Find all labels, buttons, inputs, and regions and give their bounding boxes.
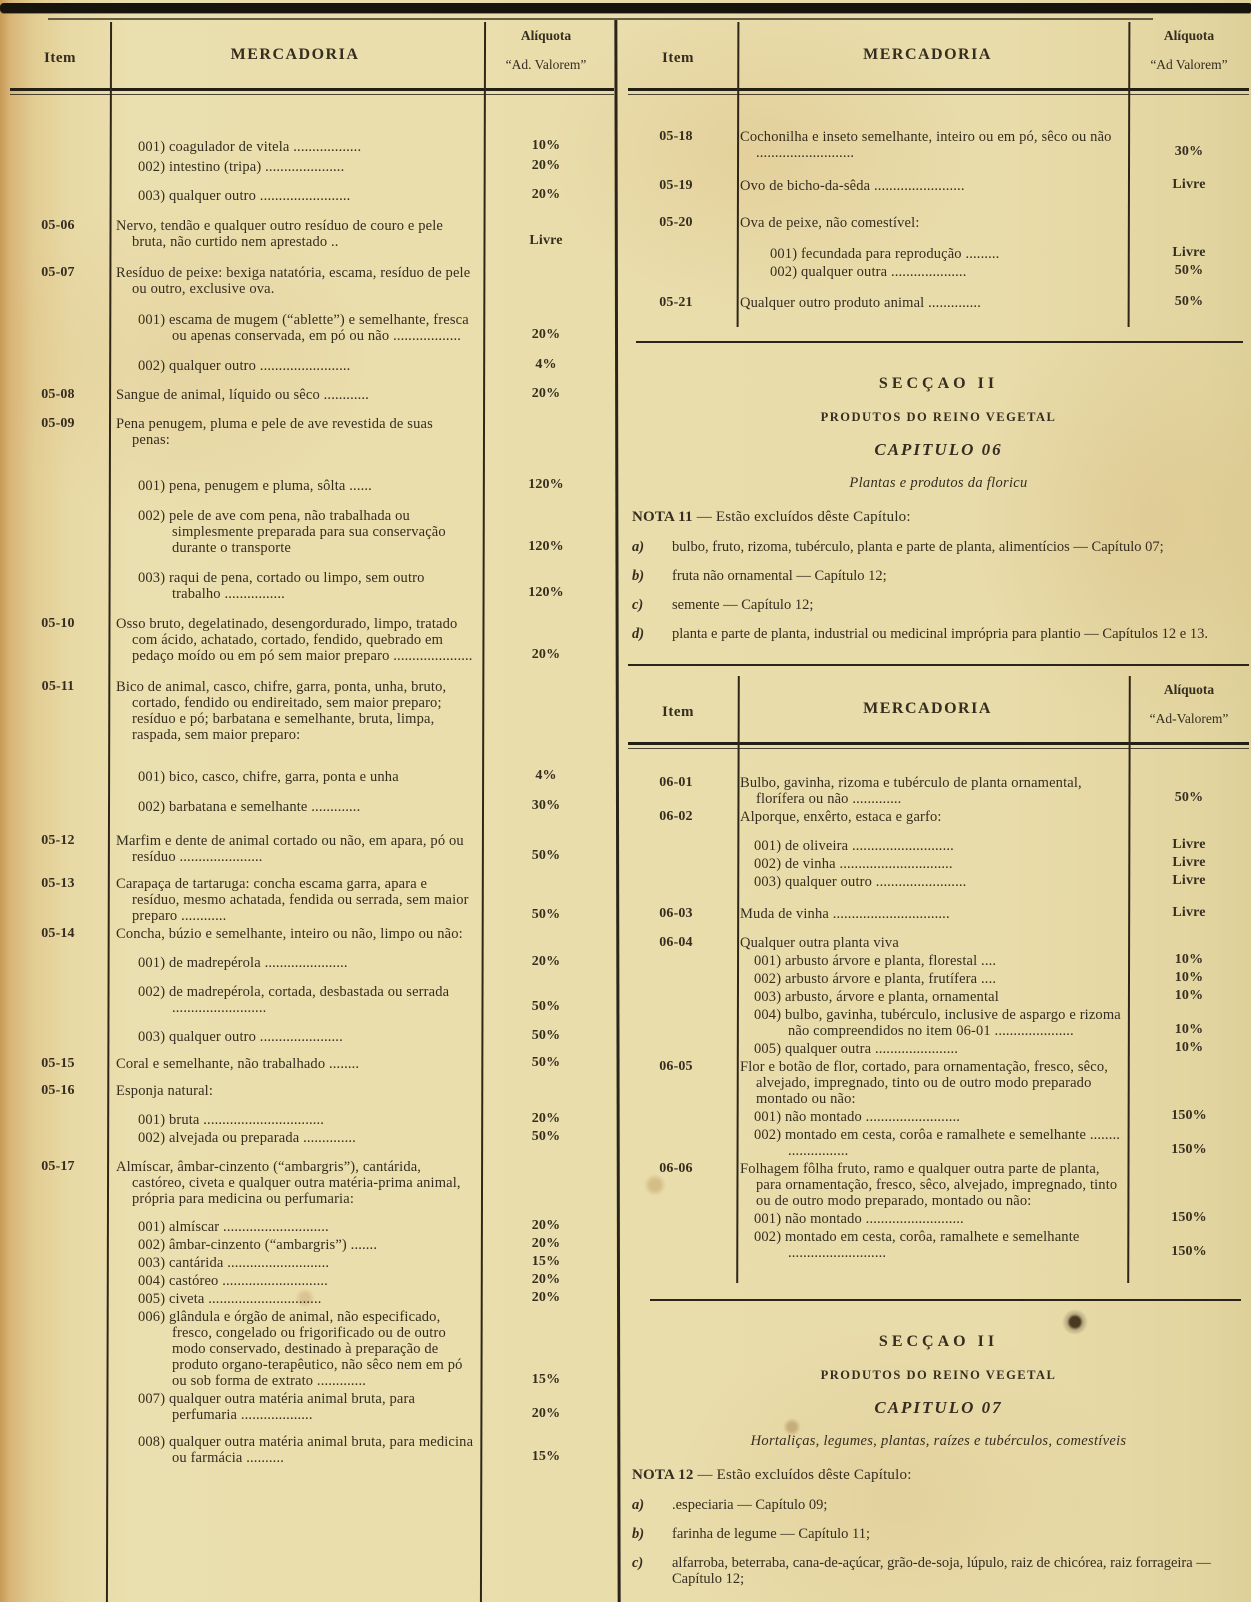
item-description: 004) bulbo, gavinha, tubérculo, inclusive de aspargo e rizoma não compreendidos no item 06-01 ..................... — [754, 1007, 1121, 1039]
item-description: Marfim e dente de animal cortado ou não, em apara, pó ou resíduo ...................... — [116, 833, 464, 865]
table-row — [10, 416, 614, 448]
item-code: 05-07 — [41, 265, 75, 280]
table-row — [628, 1007, 1249, 1039]
chapter-subtitle: Plantas e produtos da floricu — [849, 475, 1028, 491]
item-code: 05-14 — [41, 926, 75, 941]
left-table-header — [10, 22, 614, 88]
table-row — [10, 1029, 614, 1045]
table-row — [10, 159, 614, 175]
item-rate: 10% — [1174, 988, 1204, 1003]
item-rate: 20% — [531, 1218, 561, 1233]
item-description: Concha, búzio e semelhante, inteiro ou não, limpo ou não: — [116, 926, 463, 942]
table-row — [628, 838, 1249, 854]
aliquota-label: Alíquota — [520, 28, 572, 43]
right-table-bottom — [628, 676, 1249, 1283]
item-code: 06-02 — [659, 809, 693, 824]
chapter-title: CAPITULO 06 — [874, 440, 1003, 459]
table-row — [10, 1112, 614, 1128]
item-description: Alporque, enxêrto, estaca e garfo: — [740, 809, 942, 825]
item-rate: 20% — [531, 1272, 561, 1287]
item-description: 001) almíscar ............................ — [138, 1219, 329, 1235]
item-rate: Livre — [1172, 905, 1206, 920]
item-description: 001) bico, casco, chifre, garra, ponta e unha — [138, 769, 399, 785]
section-subtitle: PRODUTOS DO REINO VEGETAL — [820, 1368, 1057, 1382]
item-description: Folhagem fôlha fruto, ramo e qualquer outra parte de planta, para ornamentação, fresco, sêco, alvejado, impregnado, tinto ou de outro modo preparado, montado ou não: — [740, 1161, 1118, 1209]
header-rule — [10, 88, 614, 95]
table-row — [10, 984, 614, 1016]
item-rate: Livre — [1172, 837, 1206, 852]
nota-label: NOTA 12 — [632, 1467, 694, 1483]
table-row — [10, 679, 614, 743]
table-row — [10, 876, 614, 924]
item-description: 001) de oliveira ........................... — [754, 838, 954, 854]
header-rule — [628, 88, 1249, 95]
item-rate: 20% — [531, 1406, 561, 1421]
table-row — [628, 246, 1249, 262]
item-rate: 15% — [531, 1449, 561, 1464]
item-code: 05-06 — [41, 218, 75, 233]
item-code: 05-12 — [41, 833, 75, 848]
item-description: 002) de madrepérola, cortada, desbastada ou serrada ......................... — [138, 984, 450, 1016]
table-row — [10, 799, 614, 815]
nota-item-letter: b) — [632, 568, 645, 584]
item-code: 05-13 — [41, 876, 75, 891]
nota-item-text: .especiaria — Capítulo 09; — [672, 1497, 828, 1513]
item-rate: 50% — [531, 1129, 561, 1144]
item-description: 001) não montado .......................... — [754, 1211, 964, 1227]
item-rate: 10% — [1174, 970, 1204, 985]
item-description: 002) alvejada ou preparada .............. — [138, 1130, 356, 1146]
table-row — [628, 935, 1249, 951]
item-description: 003) qualquer outro ........................ — [138, 188, 351, 204]
table-row — [10, 926, 614, 942]
nota-items — [632, 1497, 1245, 1587]
nota-item — [632, 626, 1245, 642]
nota-text: — Estão excluídos dêste Capítulo: — [697, 1467, 912, 1483]
item-rate: Livre — [529, 233, 563, 248]
page-top-thin-rule — [48, 18, 1153, 20]
section-divider-rule — [650, 1299, 1241, 1301]
item-description: 003) qualquer outro ...................... — [138, 1029, 343, 1045]
item-description: Nervo, tendão e qualquer outro resíduo de couro e pele bruta, não curtido nem aprestado .. — [116, 218, 443, 250]
ad-valorem-label: “Ad Valorem” — [1150, 57, 1228, 72]
item-code: 05-15 — [41, 1056, 75, 1071]
nota-heading — [632, 1467, 1245, 1484]
item-description: 002) intestino (tripa) ..................... — [138, 159, 345, 175]
table-row — [628, 1161, 1249, 1209]
section-capitulo-07 — [628, 1333, 1249, 1587]
table-row — [10, 833, 614, 865]
item-rate: 30% — [1174, 144, 1204, 159]
item-description: Qualquer outro produto animal .............. — [740, 295, 981, 311]
item-code: 05-18 — [659, 129, 693, 144]
page-top-rule — [0, 3, 1251, 13]
table-row — [628, 1059, 1249, 1107]
table-row — [10, 218, 614, 250]
table-top-rule — [628, 664, 1249, 666]
column-header-item: Item — [44, 50, 76, 66]
item-description: 001) escama de mugem (“ablette”) e semelhante, fresca ou apenas conservada, em pó ou não .................. — [138, 312, 469, 344]
item-rate: 10% — [1174, 952, 1204, 967]
item-rate: 50% — [531, 1028, 561, 1043]
nota-item-letter: b) — [632, 1526, 645, 1542]
table-row — [10, 1255, 614, 1271]
nota-item-letter: d) — [632, 626, 645, 642]
item-rate: 150% — [1171, 1244, 1207, 1259]
column-header-aliquota — [1129, 28, 1249, 72]
item-rate: 20% — [531, 1111, 561, 1126]
item-code: 05-08 — [41, 387, 75, 402]
table-row — [10, 616, 614, 664]
column-header-aliquota — [1129, 682, 1249, 726]
item-description: 001) não montado ......................... — [754, 1109, 961, 1125]
nota-item-text: planta e parte de planta, industrial ou medicinal imprópria para plantio — Capítulos 12 e 13. — [672, 626, 1208, 642]
table-row — [10, 1083, 614, 1099]
right-table-top-header — [628, 22, 1249, 88]
item-rate: 150% — [1171, 1108, 1207, 1123]
nota-item — [632, 1555, 1245, 1587]
table-row — [10, 1309, 614, 1389]
item-description: Pena penugem, pluma e pele de ave revestida de suas penas: — [116, 416, 433, 448]
item-rate: 20% — [531, 187, 561, 202]
table-row — [10, 1130, 614, 1146]
table-row — [10, 312, 614, 344]
section-title: SECÇAO II — [878, 1333, 999, 1350]
item-code: 05-20 — [659, 215, 693, 230]
table-row — [628, 775, 1249, 807]
item-description: Flor e botão de flor, cortado, para ornamentação, fresco, sêco, alvejado, impregnado, tinto ou de outro modo preparado montado ou não: — [740, 1059, 1108, 1107]
table-row — [10, 1391, 614, 1423]
table-row — [10, 1291, 614, 1307]
table-row — [10, 1237, 614, 1253]
item-description: 006) glândula e órgão de animal, não especificado, fresco, congelado ou frigorificado ou de outro modo conservado, destinado à preparação de produto organo-terapêutico, não sêco nem em pó ou sob forma de extrato ............. — [138, 1309, 463, 1389]
nota-item-text: alfarroba, beterraba, cana-de-açúcar, grão-de-soja, lúpulo, raiz de chicórea, raiz forrageira — Capítulo 12; — [672, 1555, 1211, 1587]
item-rate: 20% — [531, 327, 561, 342]
column-header-mercadoria: MERCADORIA — [863, 700, 992, 717]
table-row — [10, 1159, 614, 1207]
table-row — [10, 955, 614, 971]
item-description: Qualquer outra planta viva — [740, 935, 899, 951]
item-code: 06-06 — [659, 1161, 693, 1176]
item-rate: 120% — [528, 539, 564, 554]
right-column — [628, 22, 1249, 1602]
item-description: 003) raqui de pena, cortado ou limpo, sem outro trabalho ................ — [138, 570, 425, 602]
table-row — [628, 1211, 1249, 1227]
nota-item-letter: c) — [632, 597, 644, 613]
table-row — [10, 1273, 614, 1289]
item-rate: 50% — [531, 848, 561, 863]
item-rate: 10% — [531, 138, 561, 153]
table-row — [628, 856, 1249, 872]
item-code: 05-10 — [41, 616, 75, 631]
table-row — [10, 358, 614, 374]
aliquota-label: Alíquota — [1163, 28, 1215, 43]
table-row — [628, 1127, 1249, 1159]
table-row — [10, 570, 614, 602]
item-description: 001) fecundada para reprodução ......... — [770, 246, 1000, 262]
item-description: 001) arbusto árvore e planta, florestal .... — [754, 953, 997, 969]
item-rate: 50% — [1174, 263, 1204, 278]
item-description: 002) de vinha .............................. — [754, 856, 953, 872]
right-table-bottom-header — [628, 676, 1249, 742]
item-rate: 20% — [531, 647, 561, 662]
table-row — [628, 874, 1249, 890]
item-description: 002) pele de ave com pena, não trabalhada ou simplesmente preparada para sua conservação durante o transporte — [138, 508, 446, 556]
section-divider-rule — [636, 341, 1243, 343]
column-header-aliquota — [478, 28, 614, 72]
table-row — [628, 971, 1249, 987]
item-description: Coral e semelhante, não trabalhado ........ — [116, 1056, 360, 1072]
nota-items — [632, 539, 1245, 642]
table-row — [628, 1041, 1249, 1057]
item-rate: 15% — [531, 1372, 561, 1387]
table-row — [628, 215, 1249, 231]
item-rate: Livre — [1172, 245, 1206, 260]
nota-heading — [632, 509, 1245, 526]
item-rate: 30% — [531, 798, 561, 813]
column-header-mercadoria: MERCADORIA — [230, 46, 360, 63]
item-description: Muda de vinha ............................... — [740, 906, 950, 922]
right-table-top — [628, 22, 1249, 327]
table-row — [628, 906, 1249, 922]
ad-valorem-label: “Ad-Valorem” — [1149, 711, 1229, 726]
item-code: 05-21 — [659, 295, 693, 310]
item-rate: 120% — [528, 585, 564, 600]
item-description: Carapaça de tartaruga: concha escama garra, apara e resíduo, mesmo achatada, fendida ou serrada, sem maior preparo ............ — [116, 876, 469, 924]
column-header-item: Item — [662, 50, 694, 66]
item-description: Ova de peixe, não comestível: — [740, 215, 920, 231]
item-code: 05-19 — [659, 178, 693, 193]
item-description: 001) pena, penugem e pluma, sôlta ...... — [138, 478, 372, 494]
item-code: 05-09 — [41, 416, 75, 431]
table-row — [628, 129, 1249, 161]
header-rule — [628, 742, 1249, 749]
item-code: 05-17 — [41, 1159, 75, 1174]
item-description: 003) arbusto, árvore e planta, ornamental — [754, 989, 999, 1005]
table-row — [10, 139, 614, 155]
item-rate: Livre — [1172, 177, 1206, 192]
item-description: 001) bruta ................................ — [138, 1112, 325, 1128]
table-row — [10, 769, 614, 785]
nota-item — [632, 568, 1245, 584]
item-rate: 50% — [1174, 790, 1204, 805]
item-code: 06-03 — [659, 906, 693, 921]
item-description: 003) qualquer outro ........................ — [754, 874, 967, 890]
item-description: Bulbo, gavinha, rizoma e tubérculo de planta ornamental, florífera ou não ............. — [740, 775, 1082, 807]
section-subtitle: PRODUTOS DO REINO VEGETAL — [820, 410, 1057, 424]
left-column — [10, 22, 614, 1602]
item-rate: 20% — [531, 386, 561, 401]
chapter-title: CAPITULO 07 — [874, 1398, 1003, 1417]
item-description: Esponja natural: — [116, 1083, 214, 1099]
item-code: 06-01 — [659, 775, 693, 790]
table-row — [10, 478, 614, 494]
item-rate: 150% — [1171, 1142, 1207, 1157]
nota-item-text: fruta não ornamental — Capítulo 12; — [672, 568, 887, 584]
table-row — [628, 989, 1249, 1005]
item-rate: 10% — [1174, 1040, 1204, 1055]
table-row — [628, 809, 1249, 825]
nota-item — [632, 1497, 1245, 1513]
item-description: Sangue de animal, líquido ou sêco ............ — [116, 387, 369, 403]
nota-item-letter: c) — [632, 1555, 644, 1571]
item-description: Almíscar, âmbar-cinzento (“ambargris”), cantárida, castóreo, civeta e qualquer outra matéria-prima animal, própria para medicina ou perfumaria: — [116, 1159, 461, 1207]
left-table-body — [10, 139, 614, 1466]
table-row — [10, 1219, 614, 1235]
item-description: 001) de madrepérola ...................... — [138, 955, 348, 971]
table-row — [10, 1056, 614, 1072]
item-description: 002) barbatana e semelhante ............. — [138, 799, 361, 815]
nota-item-letter: a) — [632, 1497, 645, 1513]
item-description: 001) coagulador de vitela .................. — [138, 139, 362, 155]
item-description: Cochonilha e inseto semelhante, inteiro ou em pó, sêco ou não .......................... — [740, 129, 1112, 161]
item-rate: 50% — [531, 907, 561, 922]
item-rate: 120% — [528, 477, 564, 492]
item-rate: 20% — [531, 158, 561, 173]
table-row — [10, 387, 614, 403]
item-description: 005) qualquer outra ...................... — [754, 1041, 959, 1057]
nota-item-text: farinha de legume — Capítulo 11; — [672, 1526, 870, 1542]
item-description: 002) qualquer outro ........................ — [138, 358, 351, 374]
item-rate: 10% — [1174, 1022, 1204, 1037]
table-row — [10, 188, 614, 204]
item-rate: 15% — [531, 1254, 561, 1269]
item-description: 004) castóreo ............................ — [138, 1273, 328, 1289]
ad-valorem-label: “Ad. Valorem” — [505, 57, 587, 72]
table-row — [10, 1434, 614, 1466]
item-rate: 4% — [535, 357, 557, 372]
table-row — [628, 1109, 1249, 1125]
item-rate: 20% — [531, 1236, 561, 1251]
item-rate: 50% — [531, 999, 561, 1014]
item-description: 005) civeta .............................. — [138, 1291, 322, 1307]
item-description: 003) cantárida ........................... — [138, 1255, 330, 1271]
item-description: 007) qualquer outra matéria animal bruta, para perfumaria ................... — [138, 1391, 416, 1423]
nota-item — [632, 597, 1245, 613]
item-code: 05-16 — [41, 1083, 75, 1098]
right-table-top-body — [628, 129, 1249, 327]
table-row — [628, 1229, 1249, 1261]
item-rate: 150% — [1171, 1210, 1207, 1225]
chapter-subtitle: Hortaliças, legumes, plantas, raízes e tubérculos, comestíveis — [750, 1433, 1127, 1449]
nota-label: NOTA 11 — [632, 509, 693, 525]
item-rate: 50% — [531, 1055, 561, 1070]
item-rate: 20% — [531, 954, 561, 969]
nota-item-letter: a) — [632, 539, 645, 555]
table-row — [10, 508, 614, 556]
column-header-mercadoria: MERCADORIA — [863, 46, 992, 63]
item-description: Bico de animal, casco, chifre, garra, ponta, unha, bruto, cortado, fendido ou endireitado, sem maior preparo; resíduo e pó; barbatana e semelhante, bruta, limpa, raspada, sem maior preparo: — [116, 679, 447, 743]
item-rate: 4% — [535, 768, 557, 783]
item-rate: 50% — [1174, 294, 1204, 309]
item-description: 002) qualquer outra .................... — [770, 264, 967, 280]
nota-text: — Estão excluídos dêste Capítulo: — [696, 509, 911, 525]
item-rate: 20% — [531, 1290, 561, 1305]
table-row — [628, 295, 1249, 311]
item-rate: Livre — [1172, 855, 1206, 870]
item-code: 06-04 — [659, 935, 693, 950]
item-rate: Livre — [1172, 873, 1206, 888]
item-description: Resíduo de peixe: bexiga natatória, escama, resíduo de pele ou outro, exclusive ova. — [116, 265, 471, 297]
item-description: 008) qualquer outra matéria animal bruta, para medicina ou farmácia .......... — [138, 1434, 474, 1466]
item-description: 002) âmbar-cinzento (“ambargris”) ....... — [138, 1237, 378, 1253]
item-description: Osso bruto, degelatinado, desengordurado, limpo, tratado com ácido, achatado, cortado, fendido, quebrado em pedaço moído ou em pó sem maior preparo ..................... — [116, 616, 473, 664]
item-code: 06-05 — [659, 1059, 693, 1074]
item-description: 002) montado em cesta, corôa e ramalhete e semelhante ........ ................ — [754, 1127, 1121, 1159]
nota-item-text: semente — Capítulo 12; — [672, 597, 814, 613]
right-table-bottom-body — [628, 775, 1249, 1283]
table-row — [628, 264, 1249, 280]
section-capitulo-06 — [628, 375, 1249, 642]
table-row — [628, 953, 1249, 969]
nota-item — [632, 539, 1245, 555]
table-row — [10, 265, 614, 297]
table-row — [628, 178, 1249, 194]
column-divider-rule — [614, 20, 620, 1602]
section-title: SECÇAO II — [878, 375, 999, 392]
aliquota-label: Alíquota — [1163, 682, 1215, 697]
item-description: 002) arbusto árvore e planta, frutífera .... — [754, 971, 997, 987]
nota-item — [632, 1526, 1245, 1542]
nota-item-text: bulbo, fruto, rizoma, tubérculo, planta e parte de planta, alimentícios — Capítulo 07; — [672, 539, 1164, 555]
item-description: 002) montado em cesta, corôa, ramalhete e semelhante .......................... — [754, 1229, 1080, 1261]
item-description: Ovo de bicho-da-sêda ........................ — [740, 178, 965, 194]
item-code: 05-11 — [41, 679, 75, 694]
column-header-item: Item — [662, 704, 694, 720]
